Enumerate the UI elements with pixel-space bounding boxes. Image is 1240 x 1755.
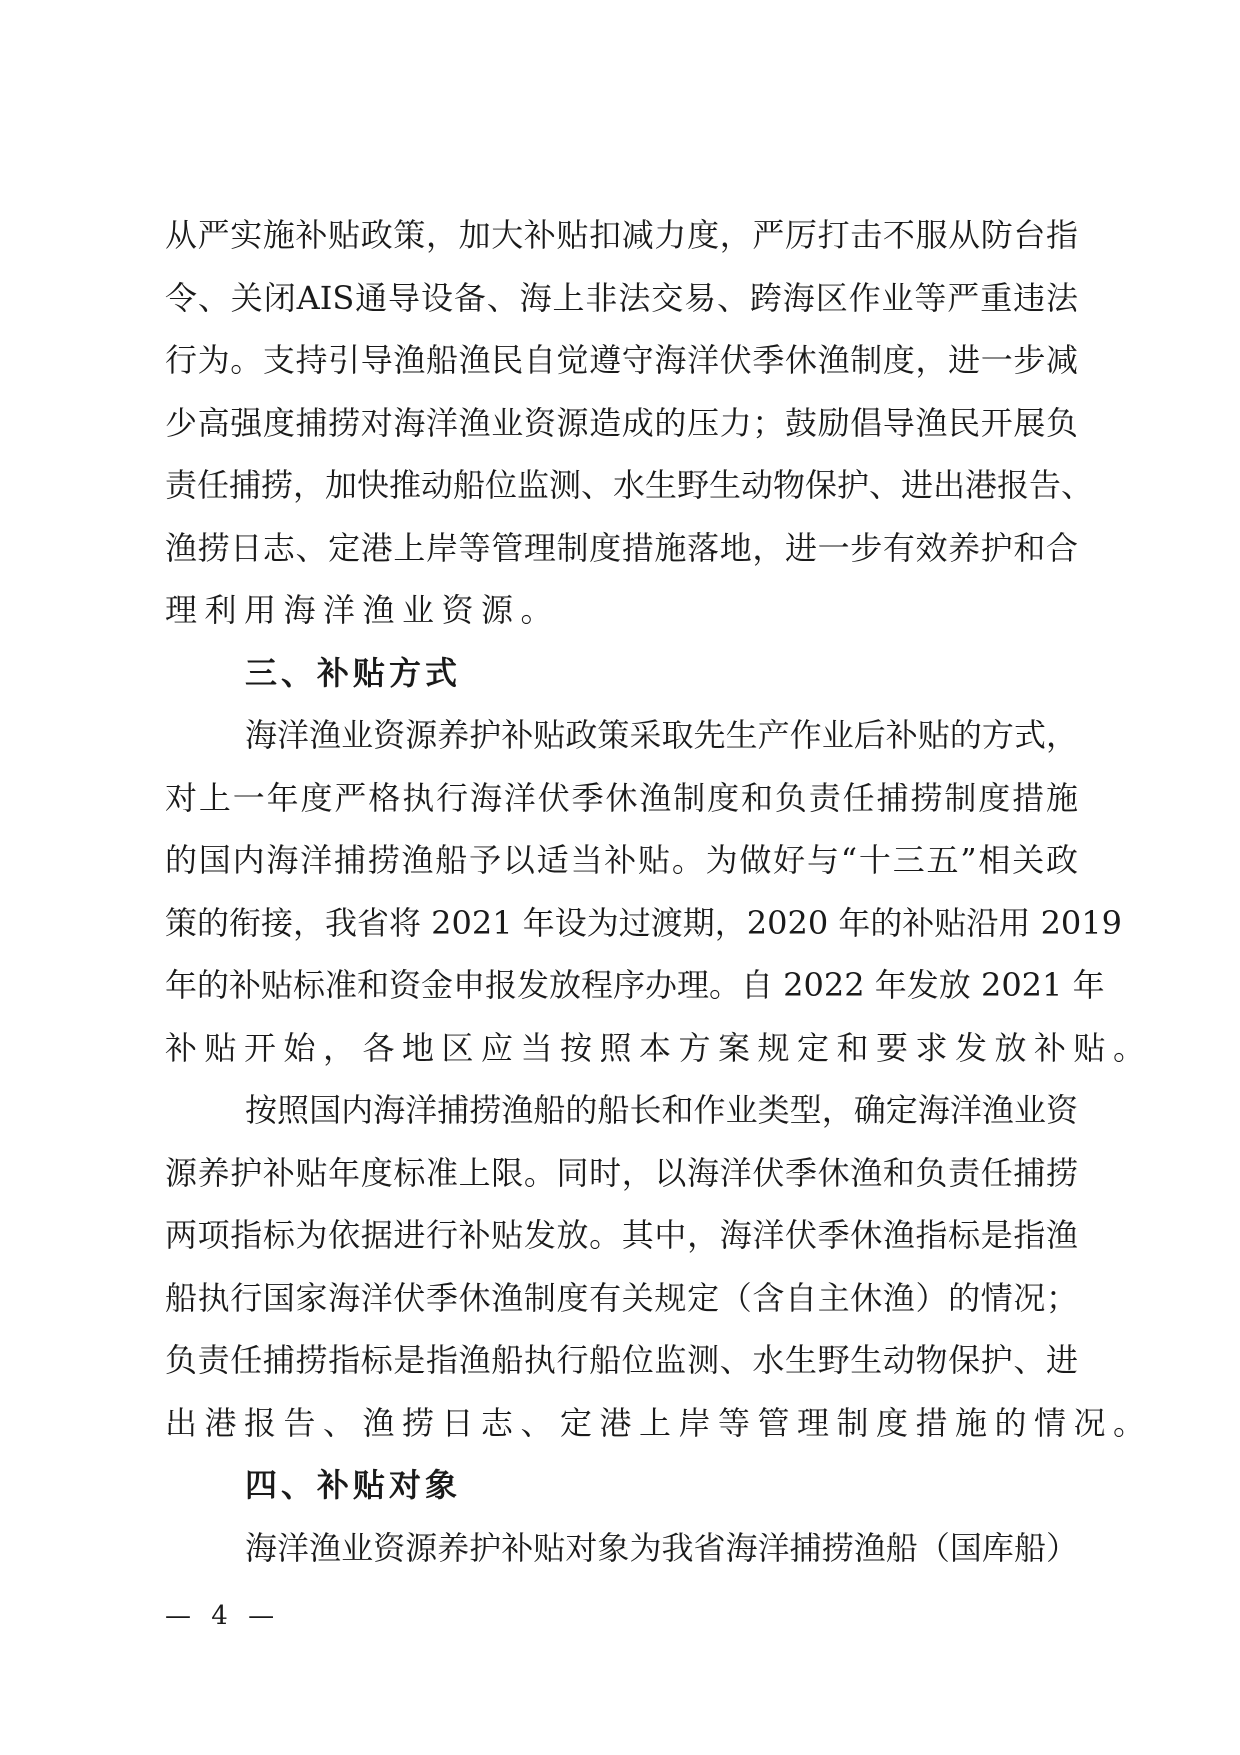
text-line: 策的衔接，我省将 2021 年设为过渡期，2020 年的补贴沿用 2019	[165, 903, 1123, 942]
text-line: 补贴开始，各地区应当按照本方案规定和要求发放补贴。	[165, 1028, 1153, 1067]
text-line: 源养护补贴年度标准上限。同时，以海洋伏季休渔和负责任捕捞	[165, 1153, 1078, 1192]
text-line: 两项指标为依据进行补贴发放。其中，海洋伏季休渔指标是指渔	[165, 1216, 1078, 1254]
text-line: 出港报告、渔捞日志、定港上岸等管理制度措施的情况。	[165, 1403, 1153, 1442]
text-line: 少高强度捕捞对海洋渔业资源造成的压力；鼓励倡导渔民开展负	[165, 403, 1078, 442]
text-line: 理利用海洋渔业资源。	[165, 591, 561, 629]
text-line: 的国内海洋捕捞渔船予以适当补贴。为做好与“十三五”相关政	[165, 841, 1078, 879]
text-line: 渔捞日志、定港上岸等管理制度措施落地，进一步有效养护和合	[165, 528, 1078, 567]
text-line: 令、关闭AIS通导设备、海上非法交易、跨海区作业等严重违法	[165, 278, 1078, 317]
section-heading: 三、补贴方式	[245, 653, 462, 692]
text-line: 负责任捕捞指标是指渔船执行船位监测、水生野生动物保护、进	[165, 1341, 1078, 1379]
text-line: 从严实施补贴政策，加大补贴扣减力度，严厉打击不服从防台指	[165, 216, 1078, 254]
text-line: 按照国内海洋捕捞渔船的船长和作业类型，确定海洋渔业资	[245, 1091, 1078, 1129]
text-line: 海洋渔业资源养护补贴政策采取先生产作业后补贴的方式，	[245, 716, 1078, 754]
text-line: 年的补贴标准和资金申报发放程序办理。自 2022 年发放 2021 年	[165, 966, 1105, 1004]
page-number: — 4 —	[165, 1601, 281, 1631]
text-line: 责任捕捞，加快推动船位监测、水生野生动物保护、进出港报告、	[165, 466, 1094, 504]
document-body	[165, 204, 1153, 1579]
text-line: 海洋渔业资源养护补贴对象为我省海洋捕捞渔船（国库船）	[245, 1528, 1078, 1567]
text-line: 对上一年度严格执行海洋伏季休渔制度和负责任捕捞制度措施	[165, 778, 1078, 817]
text-line: 船执行国家海洋伏季休渔制度有关规定（含自主休渔）的情况；	[165, 1278, 1078, 1317]
text-line: 行为。支持引导渔船渔民自觉遵守海洋伏季休渔制度，进一步减	[165, 341, 1078, 379]
section-heading: 四、补贴对象	[245, 1466, 462, 1504]
